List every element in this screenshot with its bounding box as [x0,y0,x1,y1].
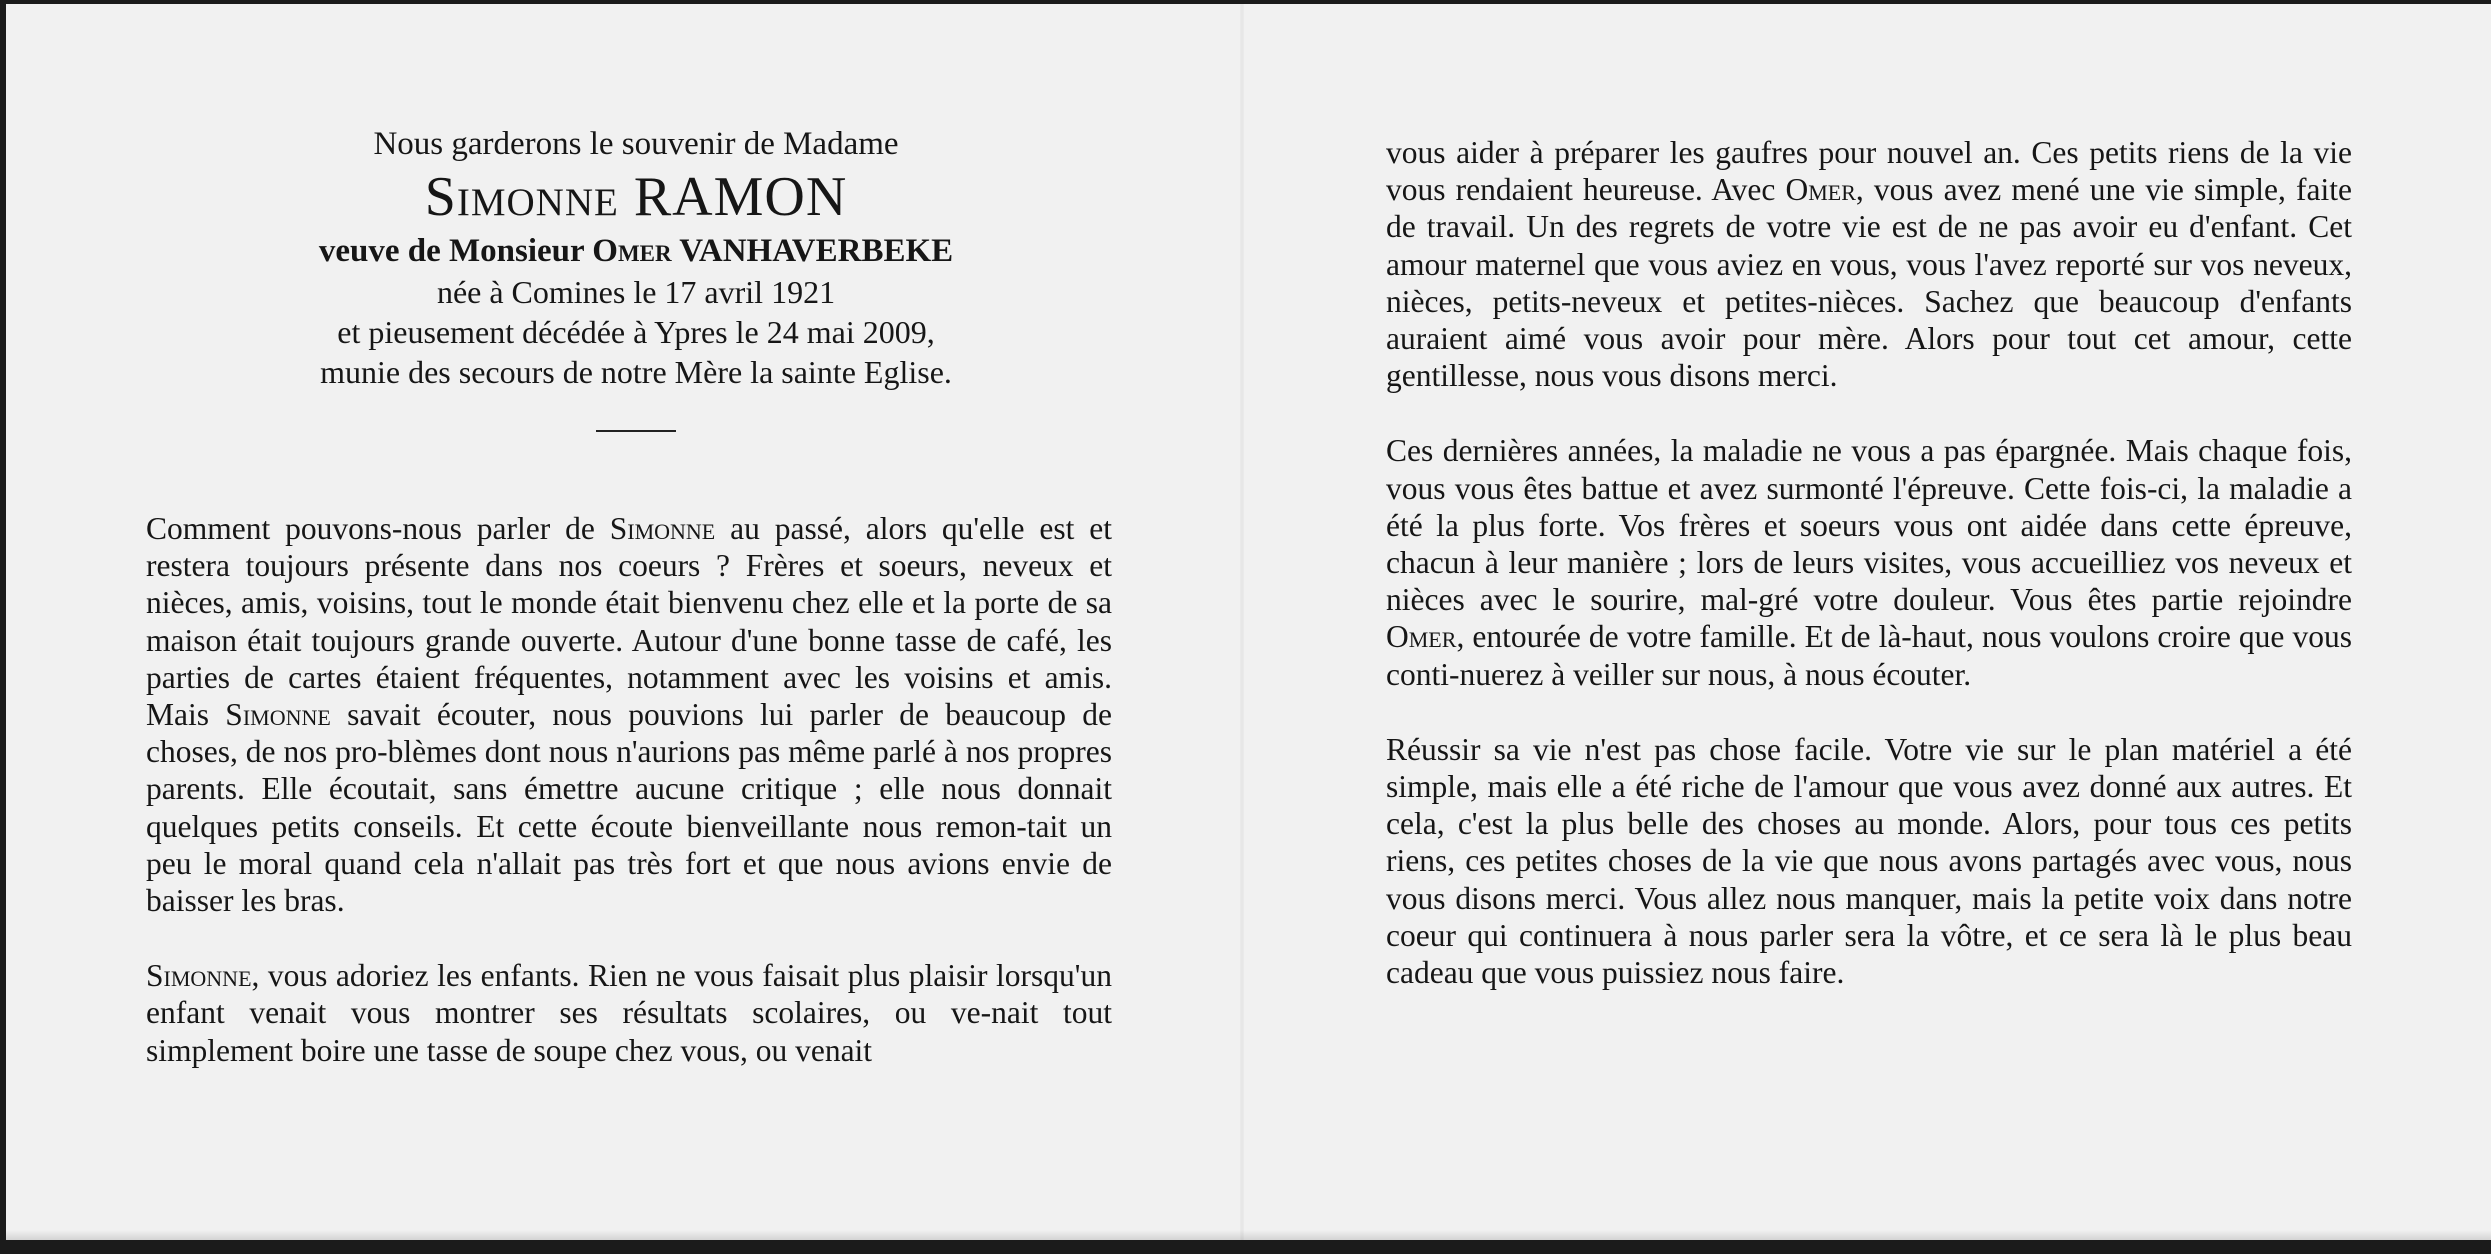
husband-last-name: VANHAVERBEKE [679,233,954,269]
right-paragraph-1 [1386,134,2352,394]
right-p1-text-1: vous aider à préparer les gaufres pour nouvel an. Ces petits riens de la vie vous rendaient heureuse. Avec [1386,135,2352,208]
left-p1-text-1: Comment pouvons-nous parler de [146,511,610,546]
right-p2-text-1: Ces dernières années, la maladie ne vous a pas épargnée. Mais chaque fois, vous vous êtes battue et avez surmonté l'épreuve. Cette fois-ci, la maladie a été la plus forte. Vos frères et soeurs vous ont aidée dans cette épreuve, chacun à leur manière ; lors de leurs visites, vous accueilliez vos neveux et nièces avec le sourire, mal-gré votre douleur. Vous êtes partie rejoindre [1386,433,2352,618]
center-fold [1240,4,1244,1240]
memorial-card [6,4,2491,1240]
right-p1-name: Omer [1785,172,1856,208]
widow-prefix: veuve de Monsieur [318,233,585,269]
memorial-header [146,124,1126,432]
left-p1-text-3: savait écouter, nous pouvions lui parler de beaucoup de choses, de nos pro-blèmes dont nous n'aurions pas même parlé à nos propres parents. Elle écoutait, sans émettre aucune critique ; elle nous donnait quelques petits conseils. Et cette écoute bienveillante nous remon-tait un peu le moral quand cela n'allait pas très fort et que nous avions envie de baisser les bras. [146,697,1113,919]
right-paragraph-2 [1386,432,2352,692]
sacraments-line: munie des secours de notre Mère la sainte Eglise. [320,354,952,390]
header-divider [596,430,676,432]
left-p2-text: , vous adoriez les enfants. Rien ne vous faisait plus plaisir lorsqu'un enfant venait vous montrer ses résultats scolaires, ou ve-nait tout simplement boire une tasse de soupe chez vous, ou venait [146,958,1112,1068]
right-column [1386,134,2352,991]
left-paragraph-1 [146,510,1112,919]
deceased-name: Simonne RAMON [424,166,848,228]
birth-line: née à Comines le 17 avril 1921 [436,274,836,310]
left-paragraph-2 [146,957,1112,1069]
intro-line: Nous garderons le souvenir de Madame [373,126,899,162]
right-p2-name: Omer [1386,619,1457,655]
right-p1-text-2: , vous avez mené une vie simple, faite de travail. Un des regrets de votre vie est de ne pas avoir eu d'enfant. Cet amour maternel que vous aviez en vous, vous l'avez reporté sur vos neveux, nièces, petits-neveux et petites-nièces. Sachez que beaucoup d'enfants auraient aimé vous avoir pour mère. Alors pour tout cet amour, cette gentillesse, nous vous disons merci. [1386,172,2352,394]
left-p1-name-1: Simonne [609,511,716,546]
right-paragraph-3: Réussir sa vie n'est pas chose facile. Votre vie sur le plan matériel a été simple, mais elle a été riche de l'amour que vous avez donné aux autres. Et cela, c'est la plus belle des choses au monde. Alors, pour tous ces petits riens, ces petites choses de la vie que nous avons partagés avec vous, nous vous disons merci. Vous allez nous manquer, mais la petite voix dans notre coeur qui continuera à nous parler sera la vôtre, et ce sera là le plus beau cadeau que vous puissiez nous faire. [1386,731,2352,991]
death-line: et pieusement décédée à Ypres le 24 mai 2009, [337,314,935,350]
left-p1-name-2: Simonne [225,697,331,733]
left-column [146,510,1112,1069]
widow-line [146,230,1126,272]
left-p2-name: Simonne [146,958,252,994]
husband-first-name: Omer [592,233,672,269]
right-p2-text-2: , entourée de votre famille. Et de là-haut, nous voulons croire que vous conti-nuerez à veiller sur nous, à nous écouter. [1386,619,2352,692]
bottom-edge-shadow [6,1230,2491,1240]
left-p1-text-2: au passé, alors qu'elle est et restera toujours présente dans nos coeurs ? Frères et soeurs, neveux et nièces, amis, voisins, tout le monde était bienvenu chez elle et la porte de sa maison était toujours grande ouverte. Autour d'une bonne tasse de café, les parties de cartes étaient fréquentes, notamment avec les voisins et amis. Mais [146,511,1112,733]
